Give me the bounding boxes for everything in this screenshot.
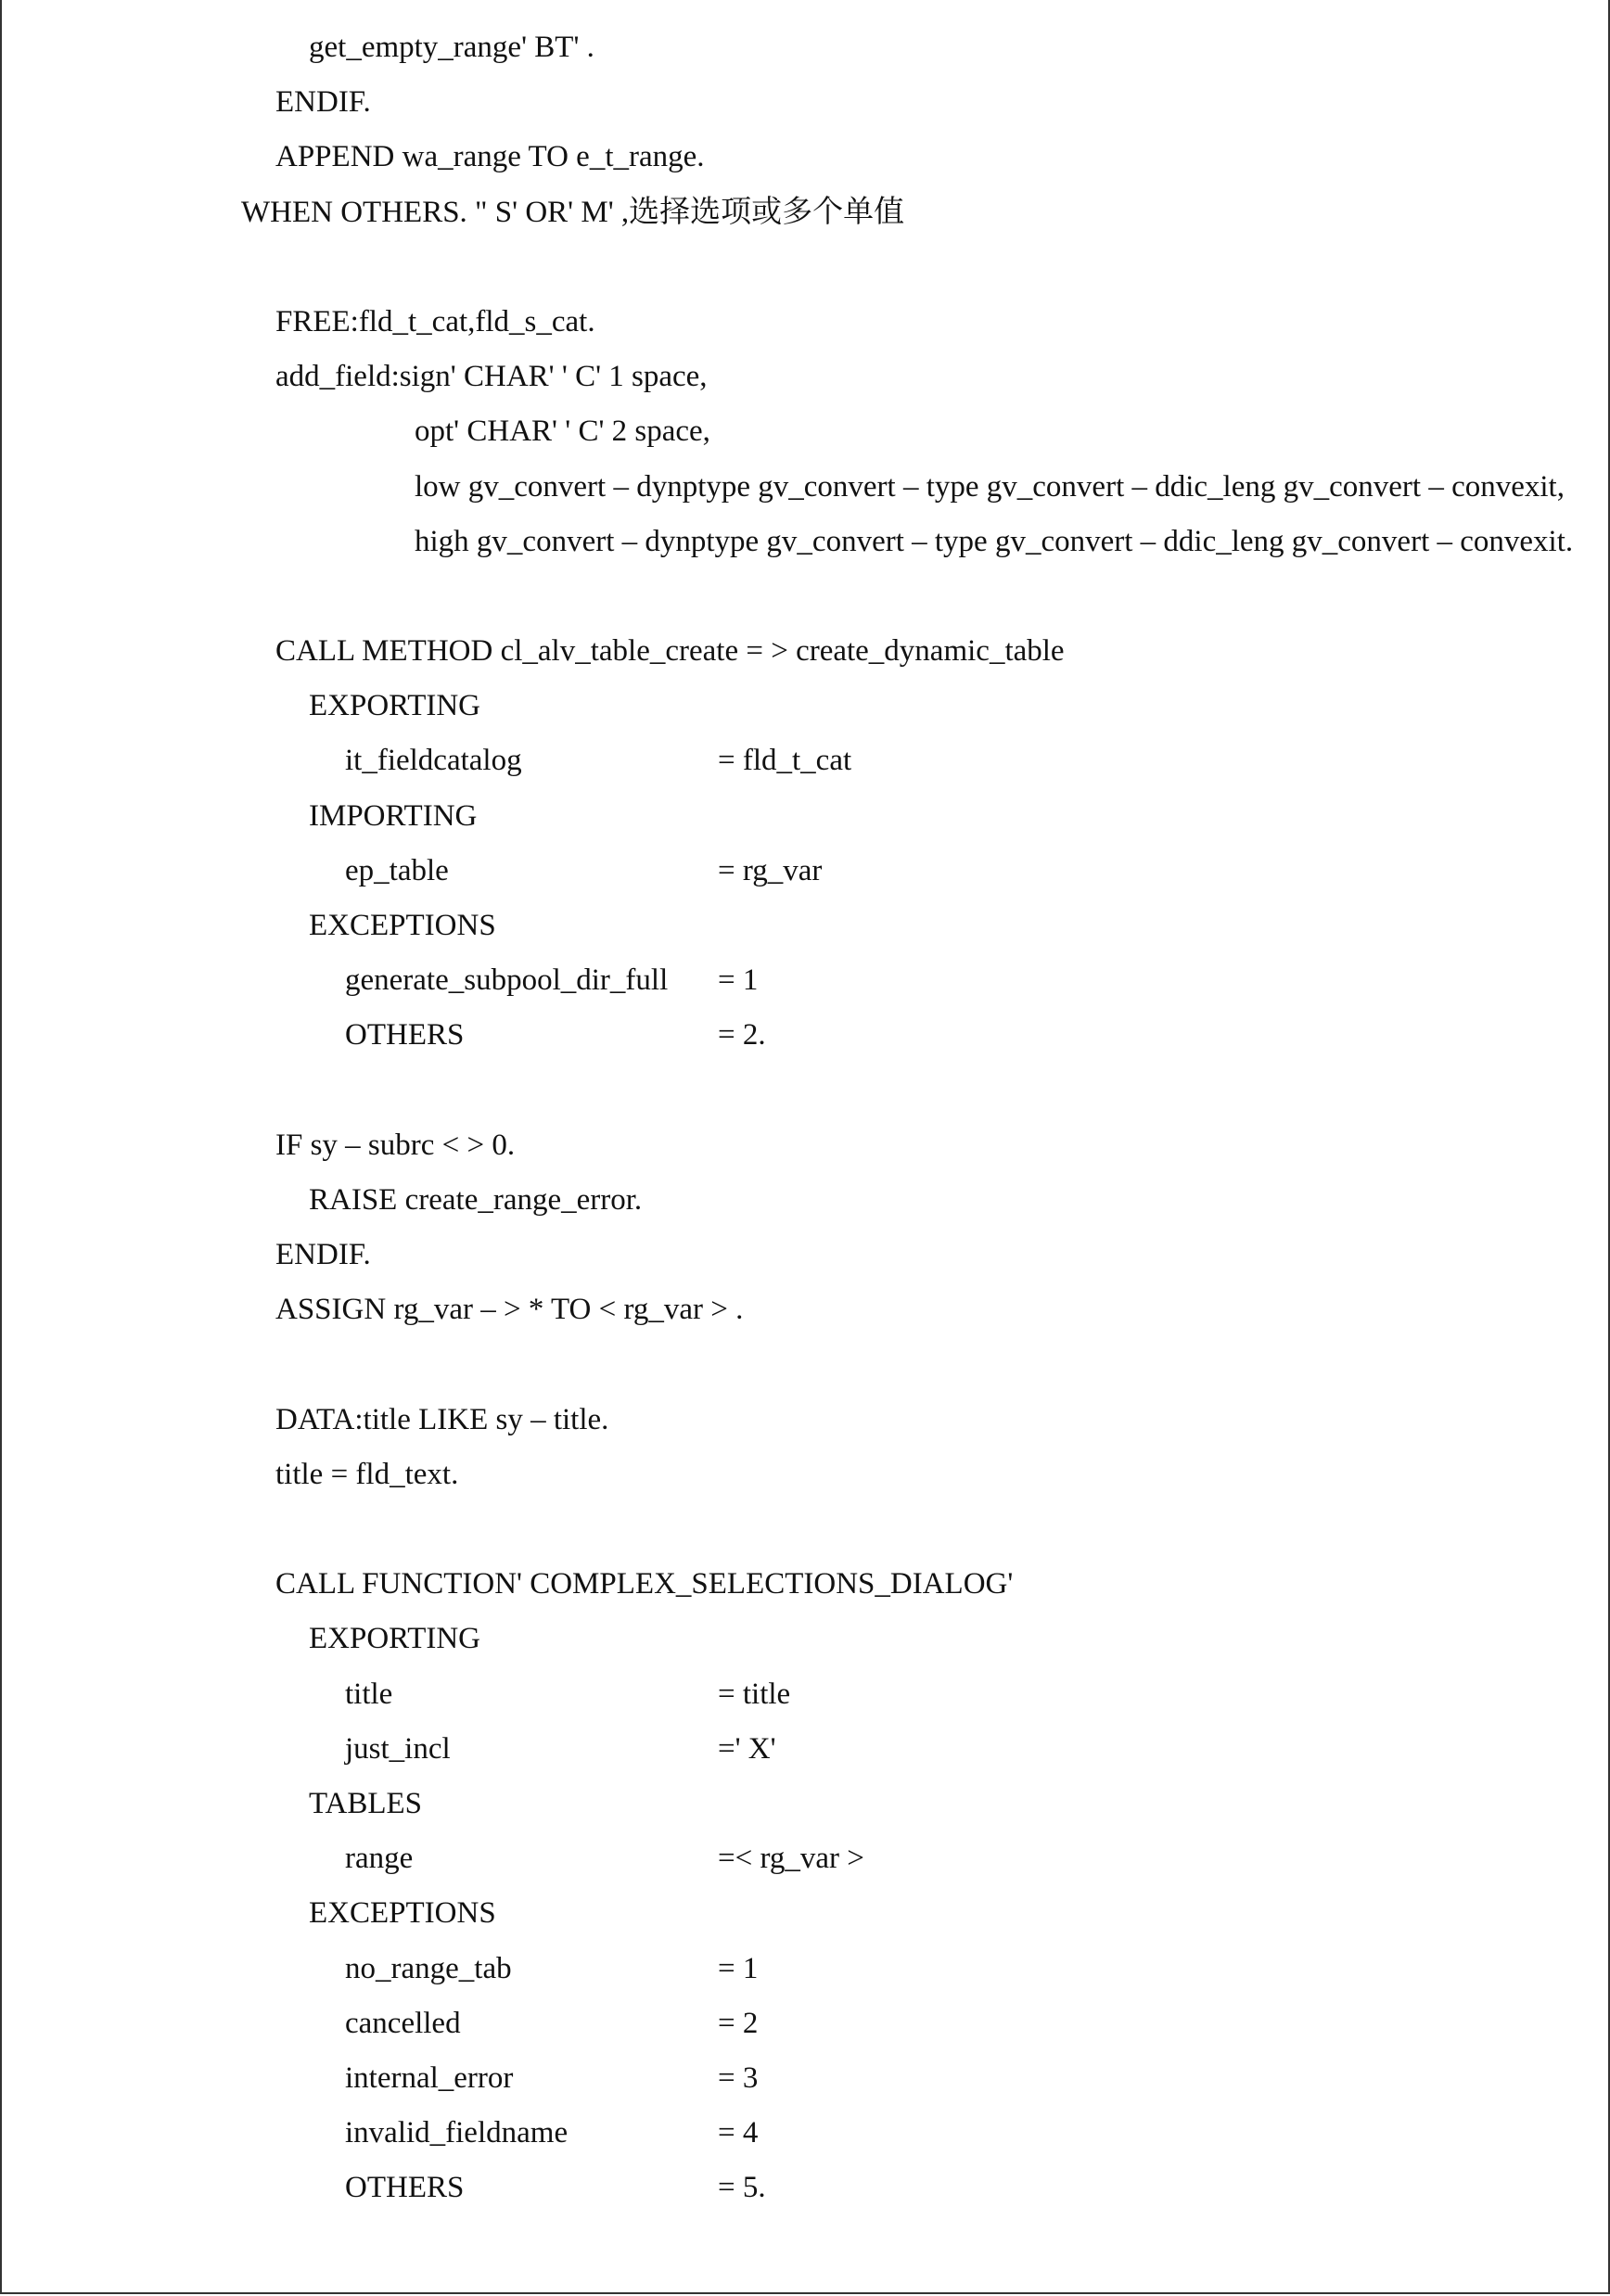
code-line: WHEN OTHERS. " S' OR' M' ,选择选项或多个单值 [241, 195, 905, 229]
code-line: FREE:fld_t_cat,fld_s_cat. [275, 304, 595, 338]
code-line: get_empty_range' BT' . [309, 31, 594, 64]
code-line: CALL FUNCTION' COMPLEX_SELECTIONS_DIALOG' [275, 1567, 1014, 1601]
code-line: low gv_convert – dynptype gv_convert – type gv_convert – ddic_leng gv_convert – convexit, [415, 469, 1565, 504]
code-line [2, 2161, 1608, 2215]
param-value: = 1 [718, 1951, 759, 1985]
blank-line [2, 1064, 1608, 1118]
param-name: no_range_tab [345, 1951, 512, 1985]
code-line: APPEND wa_range TO e_t_range. [275, 140, 705, 174]
code-line: title = fld_text. [275, 1457, 459, 1491]
param-name: just_incl [345, 1731, 451, 1766]
param-value: = 5. [718, 2171, 766, 2205]
code-line [2, 2051, 1608, 2106]
param-name: internal_error [345, 2060, 514, 2095]
code-line: DATA:title LIKE sy – title. [275, 1402, 609, 1436]
param-name: title [345, 1677, 393, 1711]
param-value: = 2. [718, 1018, 766, 1052]
code-line: opt' CHAR' ' C' 2 space, [415, 415, 710, 449]
code-line: EXPORTING [309, 1622, 481, 1656]
param-name: it_fieldcatalog [345, 744, 522, 778]
param-name: cancelled [345, 2006, 461, 2040]
code-line: EXCEPTIONS [309, 909, 496, 942]
code-listing [2, 20, 1608, 2216]
code-line: CALL METHOD cl_alv_table_create = > create_dynamic_table [275, 634, 1065, 669]
code-line [2, 1722, 1608, 1777]
param-value: = title [718, 1677, 791, 1711]
blank-line [2, 1502, 1608, 1557]
param-name: ep_table [345, 853, 449, 887]
param-value: = 4 [718, 2116, 759, 2150]
param-value: = 2 [718, 2006, 759, 2040]
code-line: ENDIF. [275, 85, 371, 120]
param-value: = fld_t_cat [718, 744, 852, 778]
param-name: OTHERS [345, 2171, 465, 2205]
code-line: EXCEPTIONS [309, 1896, 496, 1931]
code-line: add_field:sign' CHAR' ' C' 1 space, [275, 360, 708, 394]
code-line [2, 733, 1608, 788]
code-line: IF sy – subrc < > 0. [275, 1128, 516, 1162]
param-name: range [345, 1842, 414, 1876]
code-line [2, 1831, 1608, 1886]
blank-line [2, 569, 1608, 624]
param-name: OTHERS [345, 1018, 465, 1052]
code-line [2, 1008, 1608, 1063]
code-line [2, 844, 1608, 899]
param-value: = 1 [718, 963, 759, 998]
code-line: ASSIGN rg_var – > * TO < rg_var > . [275, 1293, 744, 1327]
code-line [2, 953, 1608, 1008]
param-name: generate_subpool_dir_full [345, 963, 669, 998]
param-value: =< rg_var > [718, 1842, 864, 1876]
param-name: invalid_fieldname [345, 2116, 569, 2150]
param-value: =' X' [718, 1731, 776, 1766]
code-line: RAISE create_range_error. [309, 1182, 643, 1217]
code-line [2, 1667, 1608, 1722]
code-line [2, 2106, 1608, 2161]
code-line [2, 1996, 1608, 2051]
code-line: EXPORTING [309, 689, 481, 723]
param-value: = rg_var [718, 853, 823, 887]
blank-line [2, 1338, 1608, 1393]
code-line [2, 1942, 1608, 1996]
blank-line [2, 240, 1608, 295]
code-line: ENDIF. [275, 1238, 371, 1272]
code-line: TABLES [309, 1787, 423, 1820]
param-value: = 3 [718, 2060, 759, 2095]
code-line: high gv_convert – dynptype gv_convert – type gv_convert – ddic_leng gv_convert – convexit. [415, 524, 1574, 558]
code-line: IMPORTING [309, 798, 478, 833]
